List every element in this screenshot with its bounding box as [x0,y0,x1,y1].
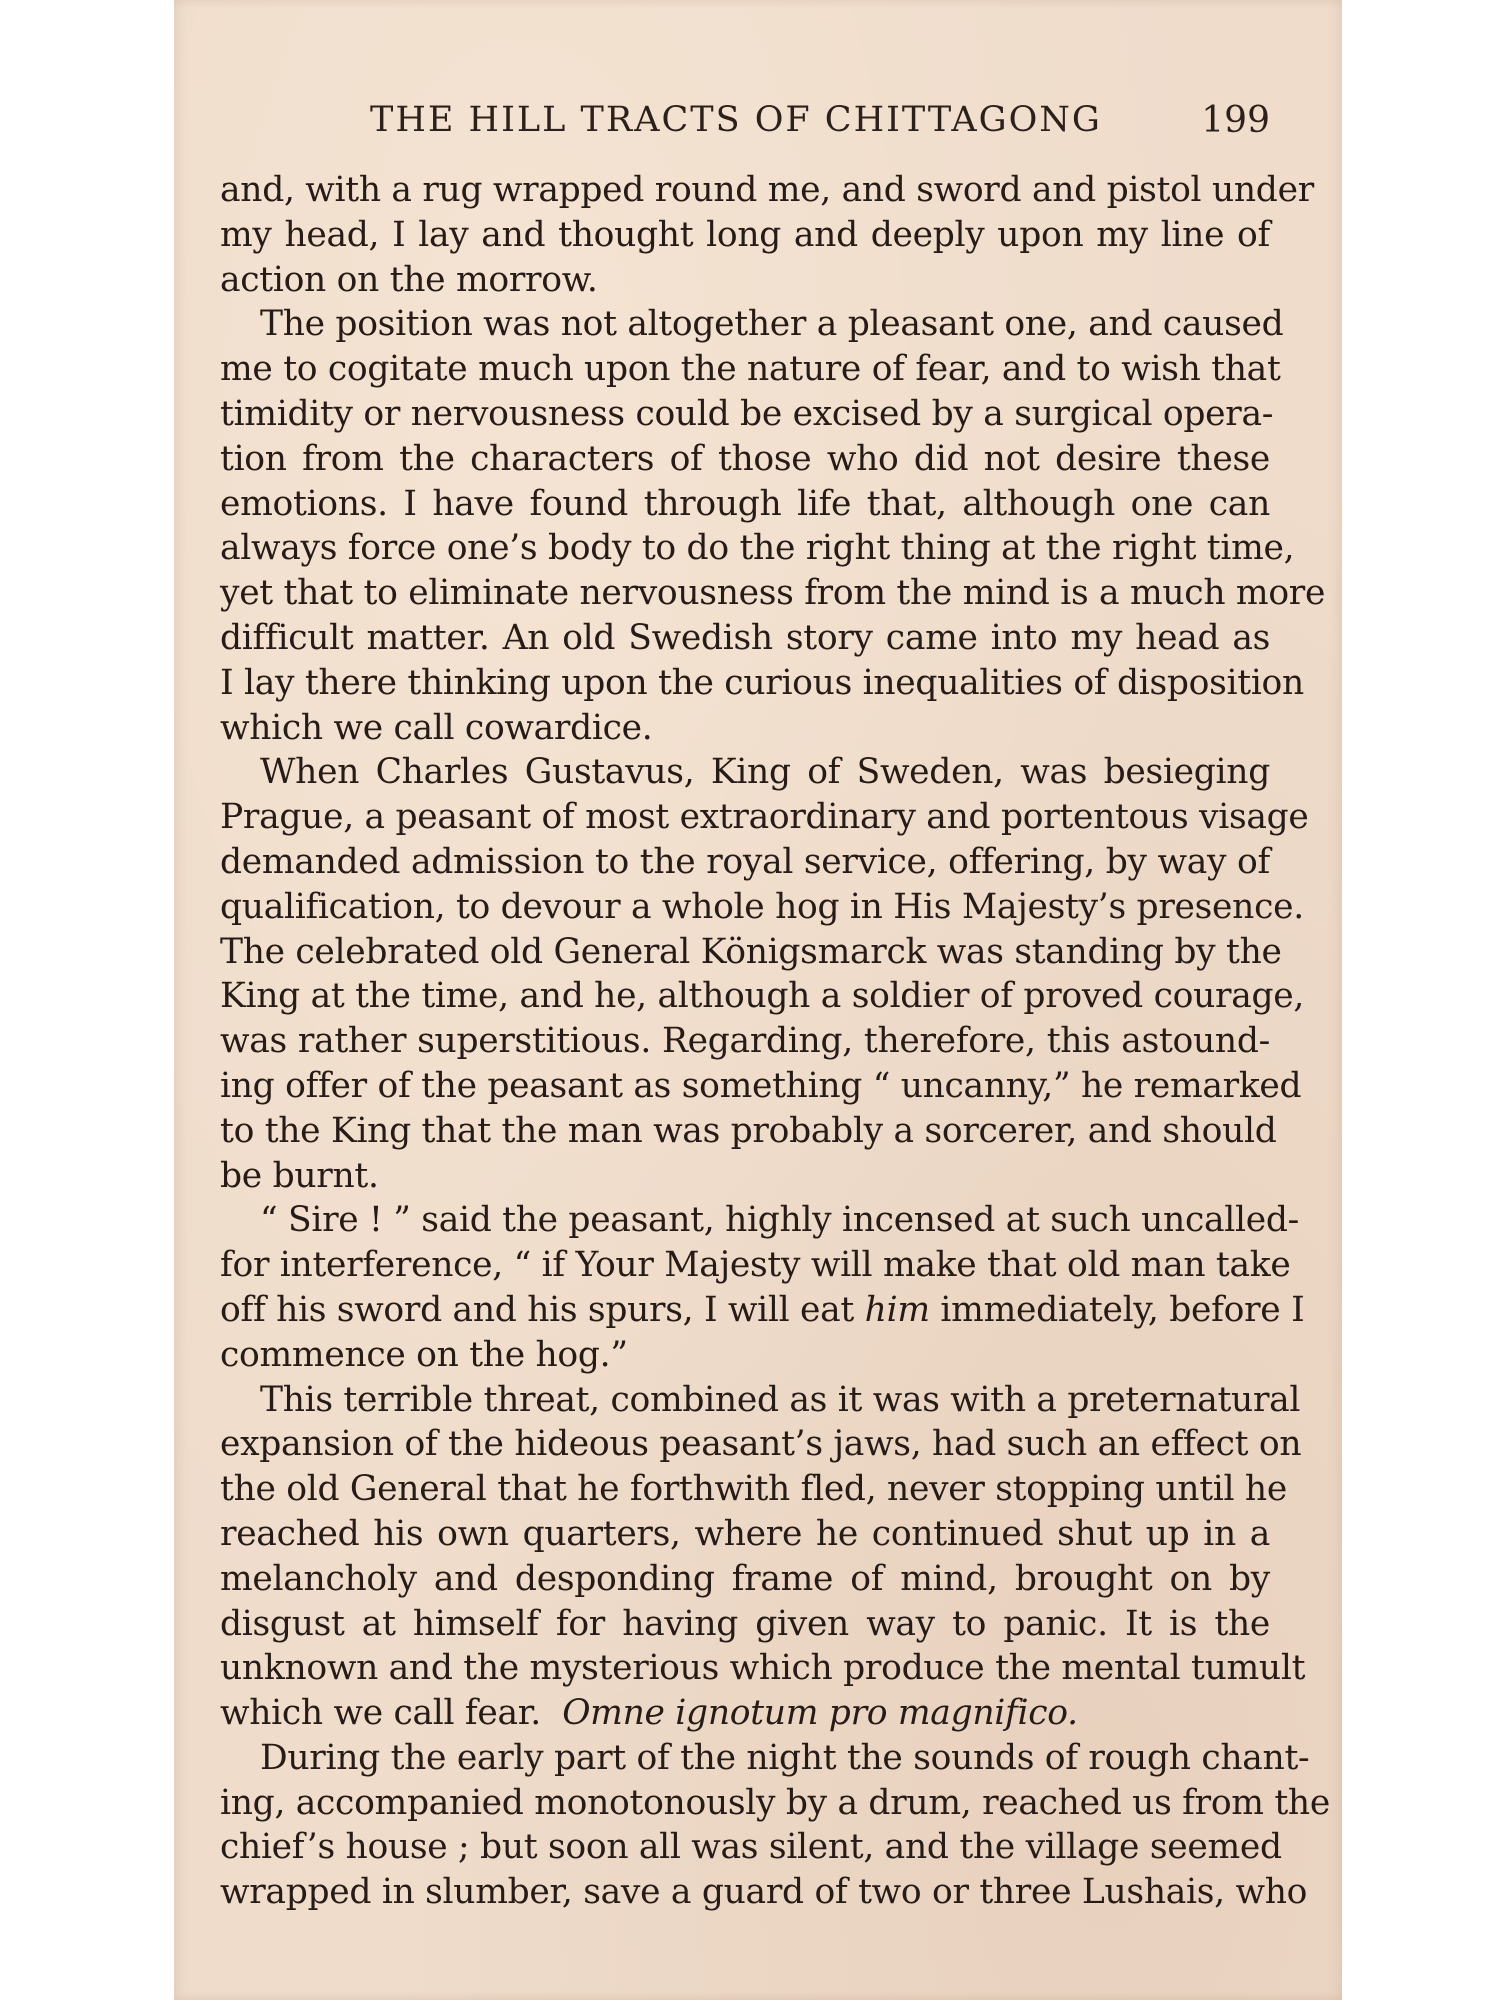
text-line: demanded admission to the royal service, offering, by way of [220,841,1270,882]
text-segment: which we call fear. [220,1693,541,1734]
text-line: melancholy and desponding frame of mind, brought on by [220,1558,1270,1599]
text-line: timidity or nervousness could be excised by a surgical opera- [220,393,1274,434]
text-line: unknown and the mysterious which produce the mental tumult [220,1648,1306,1689]
running-title: THE HILL TRACTS OF CHITTAGONG [370,100,1102,140]
text-line: The position was not altogether a pleasant one, and caused [260,304,1284,345]
text-line: tion from the characters of those who did not desire these [220,438,1270,479]
text-line: qualification, to devour a whole hog in His Majesty’s presence. [220,886,1304,927]
text-line: my head, I lay and thought long and deeply upon my line of [220,214,1270,255]
running-header [220,100,1270,150]
text-line-mixed [220,1691,1270,1736]
text-line: to the King that the man was probably a sorcerer, and should [220,1110,1277,1151]
text-line: yet that to eliminate nervousness from the mind is a much more [220,573,1326,614]
text-line: for interference, “ if Your Majesty will make that old man take [220,1245,1291,1286]
text-line: King at the time, and he, although a soldier of proved courage, [220,976,1305,1017]
text-line: be burnt. [220,1155,379,1196]
text-line: and, with a rug wrapped round me, and sword and pistol under [220,170,1314,210]
text-segment: off his sword and his spurs, I will eat [220,1289,854,1330]
text-line: This terrible threat, combined as it was with a preternatural [260,1379,1301,1420]
text-line: action on the morrow. [220,259,598,300]
text-line: ing, accompanied monotonously by a drum, reached us from the [220,1782,1330,1823]
text-line: The celebrated old General Königsmarck was standing by the [220,931,1282,972]
text-segment: immediately, before I [940,1289,1305,1330]
text-line: wrapped in slumber, save a guard of two or three Lushais, who [220,1872,1308,1913]
latin-quote: Omne ignotum pro magnifico. [562,1693,1078,1734]
text-line: commence on the hog.” [220,1334,628,1375]
text-line-mixed [220,1288,1305,1333]
text-line: reached his own quarters, where he continued shut up in a [220,1513,1270,1554]
page-number: 199 [1201,100,1270,141]
text-line: Prague, a peasant of most extraordinary and portentous visage [220,797,1309,838]
text-line: expansion of the hideous peasant’s jaws, had such an effect on [220,1424,1302,1465]
text-line: chief’s house ; but soon all was silent, and the village seemed [220,1827,1282,1868]
text-line: During the early part of the night the sounds of rough chant- [260,1737,1310,1778]
body-text [220,168,1330,1915]
text-line: which we call cowardice. [220,707,653,748]
text-line: “ Sire ! ” said the peasant, highly incensed at such uncalled- [260,1200,1299,1241]
text-line: When Charles Gustavus, King of Sweden, was besieging [260,752,1270,793]
text-line: me to cogitate much upon the nature of fear, and to wish that [220,349,1281,390]
text-line: was rather superstitious. Regarding, therefore, this astound- [220,1021,1270,1062]
text-line: disgust at himself for having given way to panic. It is the [220,1603,1270,1644]
text-line: I lay there thinking upon the curious inequalities of disposition [220,662,1304,703]
text-line: emotions. I have found through life that, although one can [220,483,1270,524]
text-line: ing offer of the peasant as something “ uncanny,” he remarked [220,1065,1302,1106]
text-line: always force one’s body to do the right thing at the right time, [220,528,1295,569]
text-line: difficult matter. An old Swedish story came into my head as [220,617,1270,658]
italic-text: him [864,1289,930,1330]
text-line: the old General that he forthwith fled, never stopping until he [220,1469,1287,1510]
